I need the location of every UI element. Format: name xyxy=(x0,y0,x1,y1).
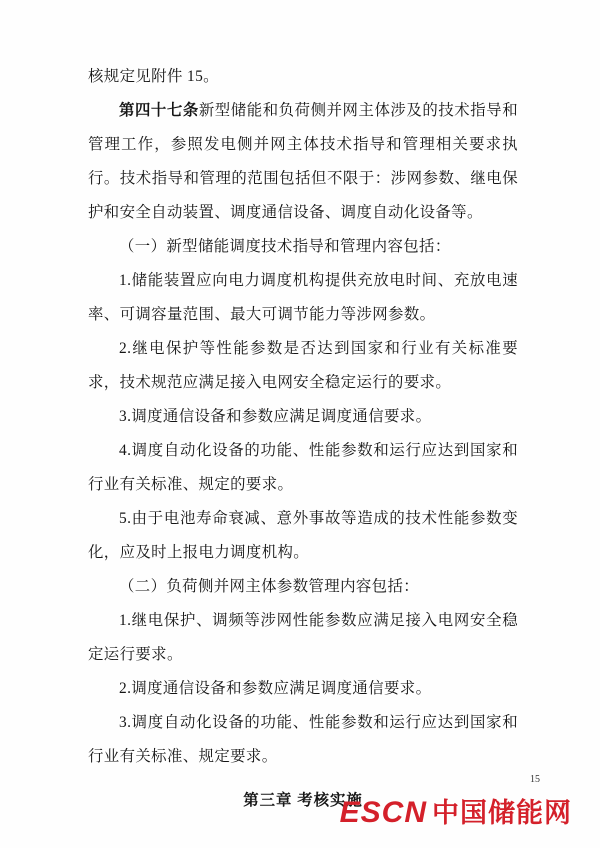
chapter-heading: 第三章 考核实施 xyxy=(243,792,363,809)
watermark xyxy=(340,798,572,828)
paragraph-1: 核规定见附件 15。 xyxy=(88,68,219,85)
paragraph-6: 3.调度通信设备和参数应满足调度通信要求。 xyxy=(119,408,432,425)
article-body-text: 新型储能和负荷侧并网主体涉及的技术指导和管理工作，参照发电侧并网主体技术指导和管理相关要求执行。技术指导和管理的范围包括但不限于：涉网参数、继电保护和安全自动装置、调度通信设备、调度自动化设备等。 xyxy=(88,102,518,221)
paragraph-12: 3.调度自动化设备的功能、性能参数和运行应达到国家和行业有关标准、规定要求。 xyxy=(88,714,518,765)
page-number: 15 xyxy=(530,774,540,785)
document-text-body xyxy=(88,60,518,818)
paragraph-7: 4.调度自动化设备的功能、性能参数和运行应达到国家和行业有关标准、规定的要求。 xyxy=(88,442,518,493)
paragraph-9: （二）负荷侧并网主体参数管理内容包括： xyxy=(119,578,420,595)
paragraph-8: 5.由于电池寿命衰减、意外事故等造成的技术性能参数变化，应及时上报电力调度机构。 xyxy=(88,510,518,561)
paragraph-5: 2.继电保护等性能参数是否达到国家和行业有关标准要求，技术规范应满足接入电网安全稳定运行的要求。 xyxy=(88,340,518,391)
paragraph-11: 2.调度通信设备和参数应满足调度通信要求。 xyxy=(119,680,432,697)
article-number-label: 第四十七条 xyxy=(119,102,199,119)
paragraph-10: 1.继电保护、调频等涉网性能参数应满足接入电网安全稳定运行要求。 xyxy=(88,612,518,663)
watermark-brand-chinese: 中国储能网 xyxy=(432,797,572,828)
paragraph-2 xyxy=(88,94,518,230)
paragraph-4: 1.储能装置应向电力调度机构提供充放电时间、充放电速率、可调容量范围、最大可调节能力等涉网参数。 xyxy=(88,272,518,323)
paragraph-3: （一）新型储能调度技术指导和管理内容包括： xyxy=(119,238,451,255)
watermark-brand-latin: ESCN xyxy=(339,796,427,829)
